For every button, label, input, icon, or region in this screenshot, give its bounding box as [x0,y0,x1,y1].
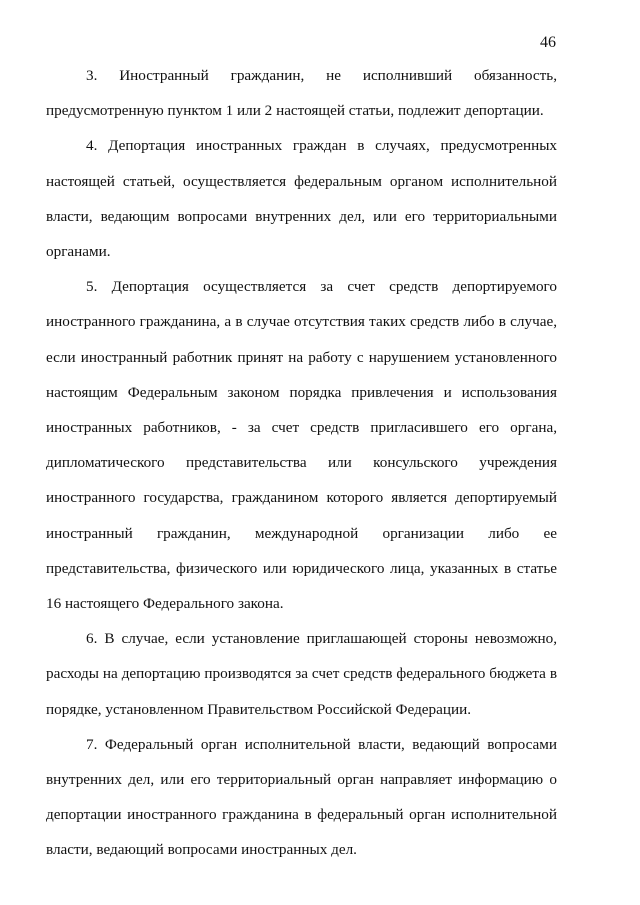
paragraph-7: 7. Федеральный орган исполнительной власти, ведающий вопросами внутренних дел, или его территориальный орган направляет информацию о депортации иностранного гражданина в федеральный орган исполнительной власти, ведающий вопросами иностранных дел. [46,735,557,859]
paragraph-6: 6. В случае, если установление приглашающей стороны невозможно, расходы на депортацию производятся за счет средств федерального бюджета в порядке, установленном Правительством Российской Федерации. [46,630,557,718]
paragraph-4: 4. Депортация иностранных граждан в случаях, предусмотренных настоящей статьей, осуществляется федеральным органом исполнительной власти, ведающим вопросами внутренних дел, или его территориальными органами. [46,137,557,261]
page-number: 46 [540,34,556,51]
document-body [46,58,557,868]
paragraph-5: 5. Депортация осуществляется за счет средств депортируемого иностранного гражданина, а в случае отсутствия таких средств либо в случае, если иностранный работник принят на работу с нарушением установленного настоящим Федеральным законом порядка привлечения и использования иностранных работников, - за счет средств пригласившего его органа, дипломатического представительства или консульского учреждения иностранного государства, гражданином которого является депортируемый иностранный гражданин, международной организации либо ее представительства, физического или юридического лица, указанных в статье 16 настоящего Федерального закона. [46,278,557,613]
paragraph-3: 3. Иностранный гражданин, не исполнивший обязанность, предусмотренную пунктом 1 или 2 настоящей статьи, подлежит депортации. [46,67,557,120]
